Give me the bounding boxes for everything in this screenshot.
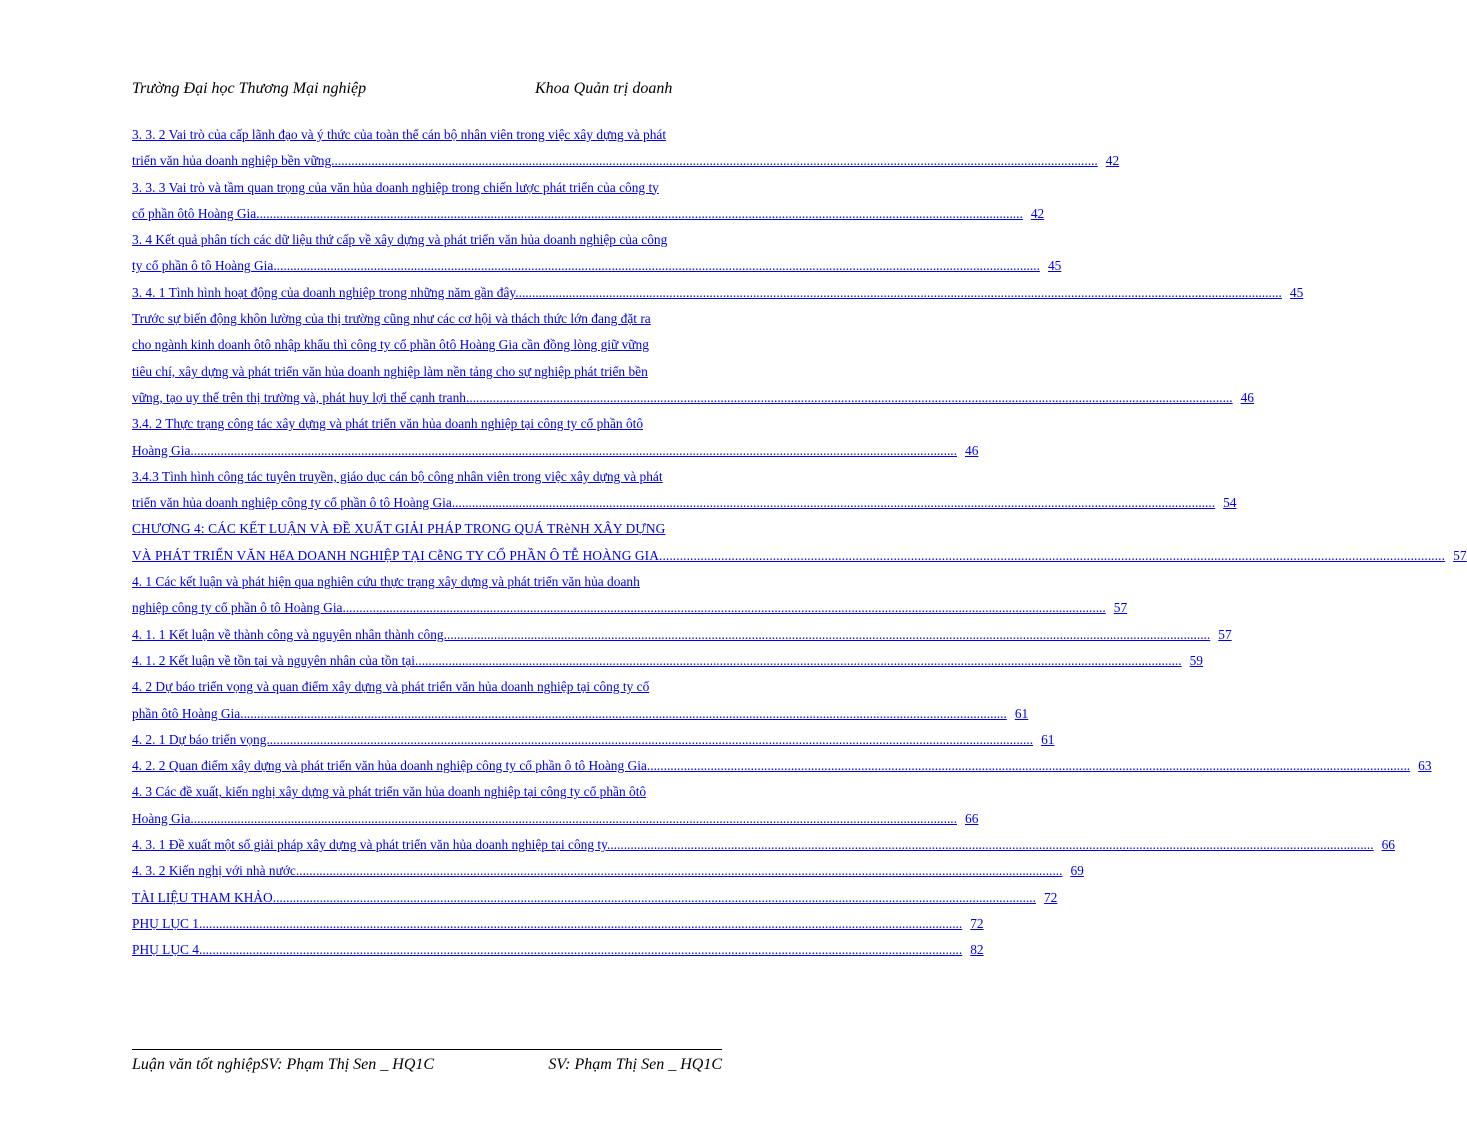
toc-dot-leader xyxy=(418,648,1181,674)
toc-entry-final-line[interactable] xyxy=(132,490,1237,516)
toc-entry-title[interactable]: 4. 1. 2 Kết luận về tồn tại và nguyên nhân của tồn tại. xyxy=(132,652,419,668)
toc-entry-title[interactable]: 4. 2. 2 Quan điểm xây dựng và phát triển văn hủa doanh nghiệp công ty cổ phần ô tô Hoàng Gia xyxy=(132,758,647,774)
toc-page-number[interactable]: 59 xyxy=(1189,652,1203,668)
toc-entry-final-line[interactable] xyxy=(132,832,1395,858)
toc-entry[interactable] xyxy=(132,622,1232,648)
toc-entry-text-line[interactable]: cho ngành kinh doanh ôtô nhập khẩu thì công ty cổ phần ôtô Hoàng Gia cần đồng lòng giữ vững xyxy=(132,337,649,353)
toc-page-number[interactable]: 54 xyxy=(1223,495,1237,511)
toc-entry-title[interactable]: 3. 4. 1 Tình hình hoạt động của doanh nghiệp trong những năm gần đây. xyxy=(132,284,519,300)
toc-page-number[interactable]: 46 xyxy=(965,442,979,458)
toc-entry-final-line[interactable] xyxy=(132,701,1029,727)
toc-entry-final-line[interactable] xyxy=(132,595,1128,621)
toc-entry[interactable] xyxy=(132,648,1203,674)
toc-page-number[interactable]: 42 xyxy=(1105,153,1120,169)
toc-entry-final-line[interactable] xyxy=(132,806,979,832)
toc-entry-final-line[interactable] xyxy=(132,543,1467,569)
footer-thesis-label: Luận văn tốt nghiệpSV: Phạm Thị Sen _ HQ1C xyxy=(132,1056,435,1073)
toc-entry-text-line[interactable]: 4. 2 Dự báo triển vọng và quan điểm xây dựng và phát triển văn hủa doanh nghiệp tại công ty cổ xyxy=(132,679,650,695)
toc-dot-leader xyxy=(447,622,1210,648)
toc-entry[interactable] xyxy=(132,122,1120,175)
toc-entry-text-line[interactable]: 3. 3. 3 Vai trò và tầm quan trọng của văn hủa doanh nghiệp trong chiến lược phát triển của công ty xyxy=(132,179,659,195)
table-of-contents xyxy=(132,122,1467,964)
toc-entry-final-line[interactable] xyxy=(132,201,1045,227)
toc-page-number[interactable]: 57 xyxy=(1113,600,1128,616)
toc-entry-title[interactable]: Hoàng Gia. xyxy=(132,442,194,458)
toc-dot-leader xyxy=(519,280,1282,306)
toc-entry[interactable] xyxy=(132,516,1467,569)
toc-page-number[interactable]: 42 xyxy=(1030,205,1045,221)
toc-dot-leader xyxy=(452,490,1215,516)
toc-entry-text-line[interactable]: 4. 1 Các kết luận và phát hiện qua nghiên cứu thực trạng xây dựng và phát triển văn hủa doanh xyxy=(132,574,640,590)
toc-page-number[interactable]: 69 xyxy=(1070,863,1084,879)
header-faculty-name: Khoa Quản trị doanh xyxy=(535,80,673,97)
toc-entry-title[interactable]: 4. 3. 1 Đề xuất một số giải pháp xây dựng và phát triển văn hủa doanh nghiệp tại công ty. xyxy=(132,837,611,853)
toc-dot-leader xyxy=(469,385,1232,411)
toc-entry[interactable] xyxy=(132,779,979,832)
toc-page-number[interactable]: 57 xyxy=(1218,626,1232,642)
toc-entry[interactable] xyxy=(132,411,979,464)
toc-entry-title[interactable]: 4. 3. 2 Kiến nghị với nhà nước. xyxy=(132,863,300,879)
toc-entry-title[interactable]: TÀI LIỆU THAM KHẢO xyxy=(132,889,273,905)
toc-entry-final-line[interactable] xyxy=(132,253,1062,279)
toc-entry-title[interactable]: Hoàng Gia. xyxy=(132,810,194,826)
toc-entry-final-line[interactable] xyxy=(132,622,1232,648)
toc-entry-final-line[interactable] xyxy=(132,438,979,464)
toc-page-number[interactable]: 45 xyxy=(1289,284,1304,300)
toc-entry-text-line[interactable]: 3. 4 Kết quả phân tích các dữ liệu thứ cấp về xây dựng và phát triển văn hủa doanh nghiệp của công xyxy=(132,232,668,248)
toc-entry[interactable] xyxy=(132,175,1045,228)
toc-dot-leader xyxy=(199,937,962,963)
toc-page-number[interactable]: 72 xyxy=(1043,889,1058,905)
toc-dot-leader xyxy=(335,148,1098,174)
toc-entry-title[interactable]: ty cổ phần ô tô Hoàng Gia. xyxy=(132,258,277,274)
toc-dot-leader xyxy=(244,701,1007,727)
toc-entry-title[interactable]: VÀ PHÁT TRIỂN VĂN HểA DOANH NGHIỆP TẠI CễNG TY CỔ PHẦN Ô TỄ HOÀNG GIA xyxy=(132,547,660,563)
toc-entry[interactable] xyxy=(132,306,1254,411)
toc-page-number[interactable]: 63 xyxy=(1418,758,1432,774)
toc-dot-leader xyxy=(299,858,1062,884)
toc-entry-final-line[interactable] xyxy=(132,911,984,937)
toc-entry[interactable] xyxy=(132,885,1058,911)
toc-dot-leader xyxy=(270,727,1033,753)
toc-entry[interactable] xyxy=(132,911,984,937)
toc-dot-leader xyxy=(647,753,1410,779)
toc-entry-text-line[interactable]: 4. 3 Các đề xuất, kiến nghị xây dựng và phát triển văn hủa doanh nghiệp tại công ty cổ phần ôtô xyxy=(132,784,647,800)
toc-entry[interactable] xyxy=(132,280,1304,306)
toc-dot-leader xyxy=(260,201,1023,227)
toc-page-number[interactable]: 57 xyxy=(1453,547,1467,563)
toc-entry-final-line[interactable] xyxy=(132,753,1432,779)
toc-page-number[interactable]: 46 xyxy=(1240,389,1254,405)
toc-entry-text-line[interactable]: 3. 3. 2 Vai trò của cấp lãnh đạo và ý thức của toàn thể cán bộ nhân viên trong việc xây dựng và phát xyxy=(132,127,667,142)
toc-entry[interactable] xyxy=(132,464,1237,517)
toc-entry-final-line[interactable] xyxy=(132,148,1120,174)
toc-dot-leader xyxy=(199,911,962,937)
toc-dot-leader xyxy=(194,438,957,464)
toc-entry-text-line[interactable]: Trước sự biến động khôn lường của thị trường cũng như các cơ hội và thách thức lớn đang đặt ra xyxy=(132,311,651,327)
footer-student-label: SV: Phạm Thị Sen _ HQ1C xyxy=(548,1056,722,1073)
toc-entry-text-line[interactable]: 3.4.3 Tình hình công tác tuyên truyền, giáo dục cán bộ công nhân viên trong việc xây dựng và phát xyxy=(132,468,663,484)
toc-entry-title[interactable]: PHỤ LỤC 1 xyxy=(132,915,199,931)
toc-entry-final-line[interactable] xyxy=(132,885,1058,911)
toc-page-number[interactable]: 82 xyxy=(970,942,984,958)
toc-dot-leader xyxy=(659,543,1445,569)
toc-entry-title[interactable]: triển văn hủa doanh nghiệp công ty cổ phần ô tô Hoàng Gia xyxy=(132,495,452,511)
footer-divider xyxy=(132,1049,722,1050)
toc-entry-title[interactable]: 4. 2. 1 Dự báo triển vọng. xyxy=(132,731,270,747)
toc-entry-title[interactable]: nghiệp công ty cổ phần ô tô Hoàng Gia xyxy=(132,600,343,616)
toc-dot-leader xyxy=(194,806,957,832)
toc-entry-final-line[interactable] xyxy=(132,280,1304,306)
toc-dot-leader xyxy=(277,253,1040,279)
toc-page-number[interactable]: 45 xyxy=(1047,258,1062,274)
toc-page-number[interactable]: 61 xyxy=(1041,731,1055,747)
toc-entry[interactable] xyxy=(132,727,1055,753)
toc-entry-final-line[interactable] xyxy=(132,937,984,963)
toc-entry-title[interactable]: 4. 1. 1 Kết luận về thành công và nguyên nhân thành công. xyxy=(132,626,447,642)
toc-entry-text-line[interactable]: tiêu chí, xây dựng và phát triển văn hủa doanh nghiệp làm nền tảng cho sự nghiệp phát triển bền xyxy=(132,363,648,379)
header-school-name: Trường Đại học Thương Mại nghiệp xyxy=(132,80,367,97)
toc-entry[interactable] xyxy=(132,937,984,963)
toc-entry-title[interactable]: cổ phần ôtô Hoàng Gia. xyxy=(132,205,260,221)
toc-entry-final-line[interactable] xyxy=(132,648,1203,674)
toc-entry-title[interactable]: phần ôtô Hoàng Gia. xyxy=(132,705,244,721)
toc-entry[interactable] xyxy=(132,227,1062,280)
toc-entry-final-line[interactable] xyxy=(132,858,1084,884)
toc-page-number[interactable]: 66 xyxy=(965,810,979,826)
toc-entry[interactable] xyxy=(132,753,1432,779)
toc-entry-text-line[interactable]: 3.4. 2 Thực trạng công tác xây dựng và phát triển văn hủa doanh nghiệp tại công ty cổ phần ôtô xyxy=(132,416,644,432)
toc-entry[interactable] xyxy=(132,832,1395,858)
toc-entry[interactable] xyxy=(132,674,1029,727)
toc-entry-title[interactable]: PHỤ LỤC 4 xyxy=(132,942,199,958)
toc-entry[interactable] xyxy=(132,569,1128,622)
toc-entry[interactable] xyxy=(132,858,1084,884)
toc-entry-text-line[interactable]: CHƯƠNG 4: CÁC KẾT LUẬN VÀ ĐỀ XUẤT GIẢI PHÁP TRONG QUÁ TRèNH XÂY DỰNG xyxy=(132,521,666,537)
toc-entry-title[interactable]: triển văn hủa doanh nghiệp bền vững. xyxy=(132,153,335,169)
toc-entry-final-line[interactable] xyxy=(132,727,1055,753)
page-header xyxy=(132,78,722,122)
toc-entry-title[interactable]: vững, tạo uy thế trên thị trường và, phát huy lợi thế cạnh tranh. xyxy=(132,389,470,405)
toc-entry-final-line[interactable] xyxy=(132,385,1254,411)
toc-dot-leader xyxy=(273,885,1036,911)
toc-page-number[interactable]: 61 xyxy=(1014,705,1029,721)
toc-page-number[interactable]: 66 xyxy=(1381,837,1395,853)
toc-dot-leader xyxy=(342,595,1105,621)
toc-dot-leader xyxy=(610,832,1373,858)
toc-page-number[interactable]: 72 xyxy=(970,915,984,931)
